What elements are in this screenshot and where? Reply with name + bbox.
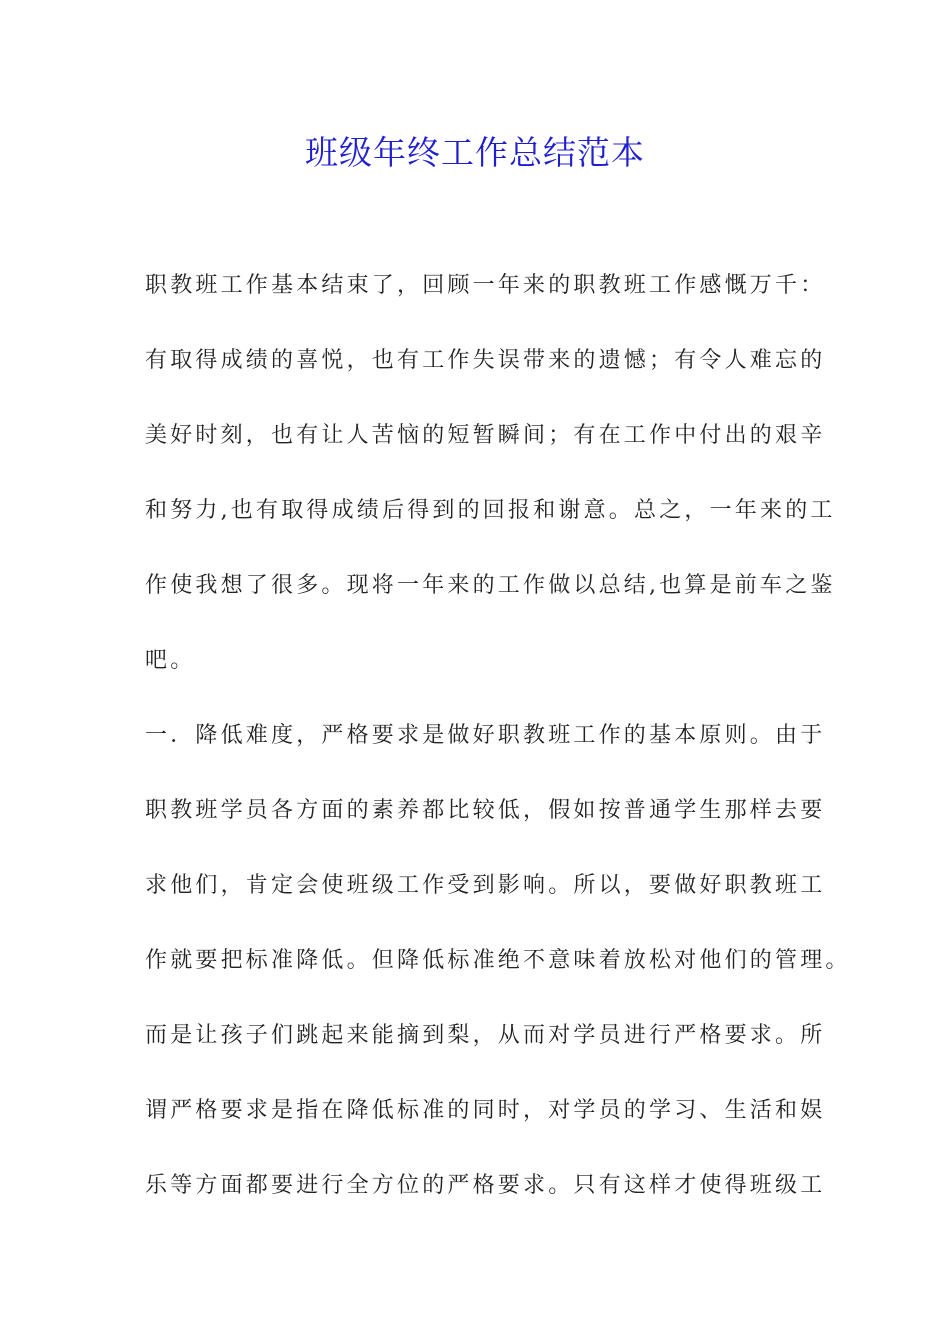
paragraph-line: 和努力,也有取得成绩后得到的回报和谢意。总之，一年来的工 xyxy=(145,498,836,523)
paragraph-line: 求他们，肯定会使班级工作受到影响。所以，要做好职教班工 xyxy=(145,873,826,898)
document-body xyxy=(145,263,851,1238)
paragraph-line: 有取得成绩的喜悦，也有工作失误带来的遗憾；有令人难忘的 xyxy=(145,348,826,373)
document-title: 班级年终工作总结范本 xyxy=(305,133,645,172)
paragraph-line: 作使我想了很多。现将一年来的工作做以总结,也算是前车之鉴 xyxy=(145,573,836,598)
paragraph-line: 而是让孩子们跳起来能摘到梨，从而对学员进行严格要求。所 xyxy=(145,1023,826,1048)
paragraph-line: 美好时刻，也有让人苦恼的短暂瞬间；有在工作中付出的艰辛 xyxy=(145,423,826,448)
section-one-line: 一．降低难度，严格要求是做好职教班工作的基本原则。由于 xyxy=(145,723,826,748)
paragraph-line: 职教班学员各方面的素养都比较低，假如按普通学生那样去要 xyxy=(145,798,826,823)
paragraph-line: 谓严格要求是指在降低标准的同时，对学员的学习、生活和娱 xyxy=(145,1098,826,1123)
paragraph-line: 作就要把标准降低。但降低标准绝不意味着放松对他们的管理。 xyxy=(145,948,851,973)
paragraph-line: 吧。 xyxy=(145,648,196,673)
paragraph-line: 职教班工作基本结束了，回顾一年来的职教班工作感慨万千： xyxy=(145,273,826,298)
paragraph-line: 乐等方面都要进行全方位的严格要求。只有这样才使得班级工 xyxy=(145,1173,826,1198)
